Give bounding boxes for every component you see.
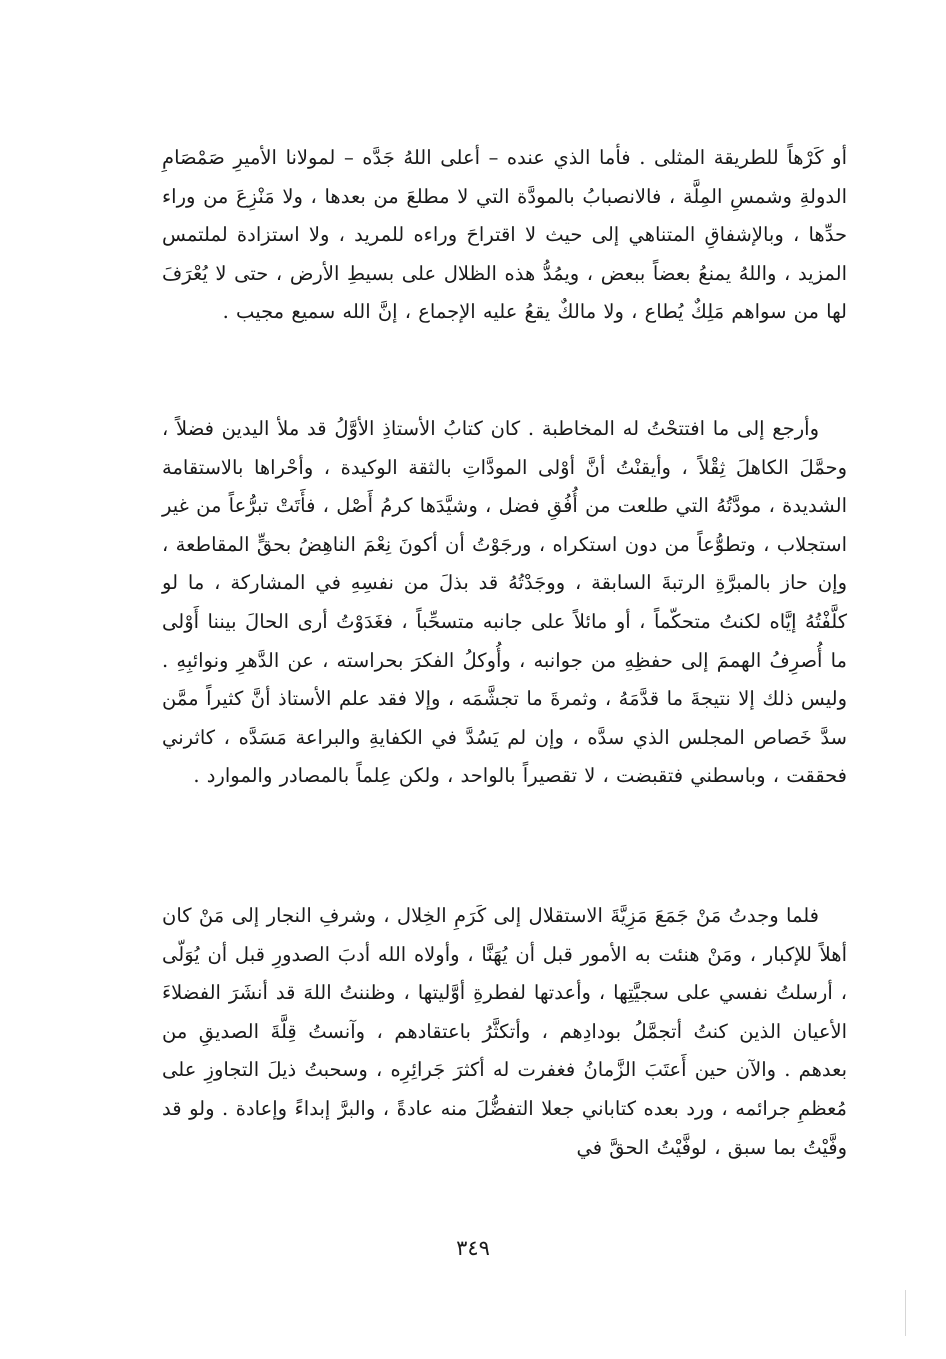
paragraph-3: فلما وجدتُ مَنْ جَمَعَ مَزِيَّةَ الاستقلال إلى كَرَمِ الخِلال ، وشرفِ النجار إلى مَنْ كان أهلاً للإكبار ، ومَنْ هنئت به الأمور قبل أن يُهَنَّا ، وأولاه الله أدبَ الصدورِ قبل أن يُوَلّى ، أرسلتُ نفسي على سجيَّتِها ، وأعدتها لفطرةِ أوَّليتها ، وظننتُ اللهَ قد أنشَرَ الفضلاءَ الأعيان الذين كنتُ أتجمَّلُ بودادِهم ، وأتكثَّرُ باعتقادهم ، وآنستُ قِلَّةَ الصديقِ من بعدهم . والآن حين أَعتَبَ الزَّمانُ فغفرت له أكثرَ جَرائِرِه ، وسحبتُ ذيلَ التجاوزِ على مُعظمِ جرائمه ، ورد بعده كتاباني جعلا التفضُّلَ منه عادةً ، والبرَّ إبداءً وإعادة . ولو قد وفَّيْتُ بما سبق ، لوفَّيْتُ الحقَّ في	[162, 904, 847, 1159]
paragraph-1: أو كَرْهاً للطريقة المثلى . فأما الذي عنده – أعلى اللهُ جَدَّه – لمولانا الأميرِ صَمْصَامِ الدولةِ وشمسِ المِلَّة ، فالانصبابُ بالمودَّة التي لا مطلعَ من بعدها ، ولا مَنْزِعَ من وراء حدِّها ، وبالإشفاقِ المتناهي إلى حيث لا اقتراحَ وراءه للمريد ، ولا استزادة لملتمس المزيد ، واللهُ يمنعُ بعضاً ببعض ، ويمُدُّ هذه الظلال على بسيطِ الأرض ، حتى لا يُعْرَفَ لها من سواهم مَلِكٌ يُطاع ، ولا مالكٌ يقعُ عليه الإجماع ، إنَّ الله سميع مجيب .	[162, 146, 847, 324]
page-edge-mark	[905, 1290, 906, 1336]
text-block-1	[162, 139, 847, 332]
page-number: ٣٤٩	[456, 1236, 490, 1260]
text-block-3	[162, 897, 847, 1167]
text-block-2	[162, 410, 847, 796]
paragraph-2: وأرجع إلى ما افتتحْتُ له المخاطبة . كان كتابُ الأستاذِ الأوَّلُ قد ملأ اليدين فضلاً ، وحمَّلَ الكاهلَ ثِقْلاً ، وأيقنْتُ أنَّ أوْلى المودَّاتِ بالثقة الوكيدة ، وأحْراها بالاستقامة الشديدة ، مودَّتُهُ التي طلعت من أُفُقِ فضل ، وشيَّدَها كرمُ أَصْل ، فأَتَتْ تبرُّعاً من غير استجلاب ، وتطوُّعاً من دون استكراه ، ورجَوْتُ أن أكونَ نِعْمَ الناهِضُ بحقٍّ المقاطعة ، وإن حاز بالمبرَّةِ الرتبةَ السابقة ، ووجَدْتُهُ قد بذلَ من نفسِهِ في المشاركة ، ما لو كلَّفْتُهُ إيَّاه لكنتُ متحكّماً ، أو مائلاً على جانبه متسحِّباً ، فغَدَوْتُ أرى الحالَ بيننا أَوْلى ما أُصرِفُ الهممَ إلى حفظِهِ من جوانبه ، وأُوكلُ الفكرَ بحراسته ، عن الدَّهرِ ونوائبِهِ . وليس ذلك إلا نتيجةَ ما قدَّمَهُ ، وثمرةَ ما تجشَّمَه ، وإلا فقد علم الأستاذ أنَّ كثيراً ممَّن سدَّ خَصاص المجلس الذي سدَّه ، وإن لم يَسُدَّ في الكفايةِ والبراعة مَسَدَّه ، كاثرني فحققت ، وباسطني فتقبضت ، لا تقصيراً بالواحد ، ولكن عِلماً بالمصادر والموارد .	[162, 417, 847, 788]
